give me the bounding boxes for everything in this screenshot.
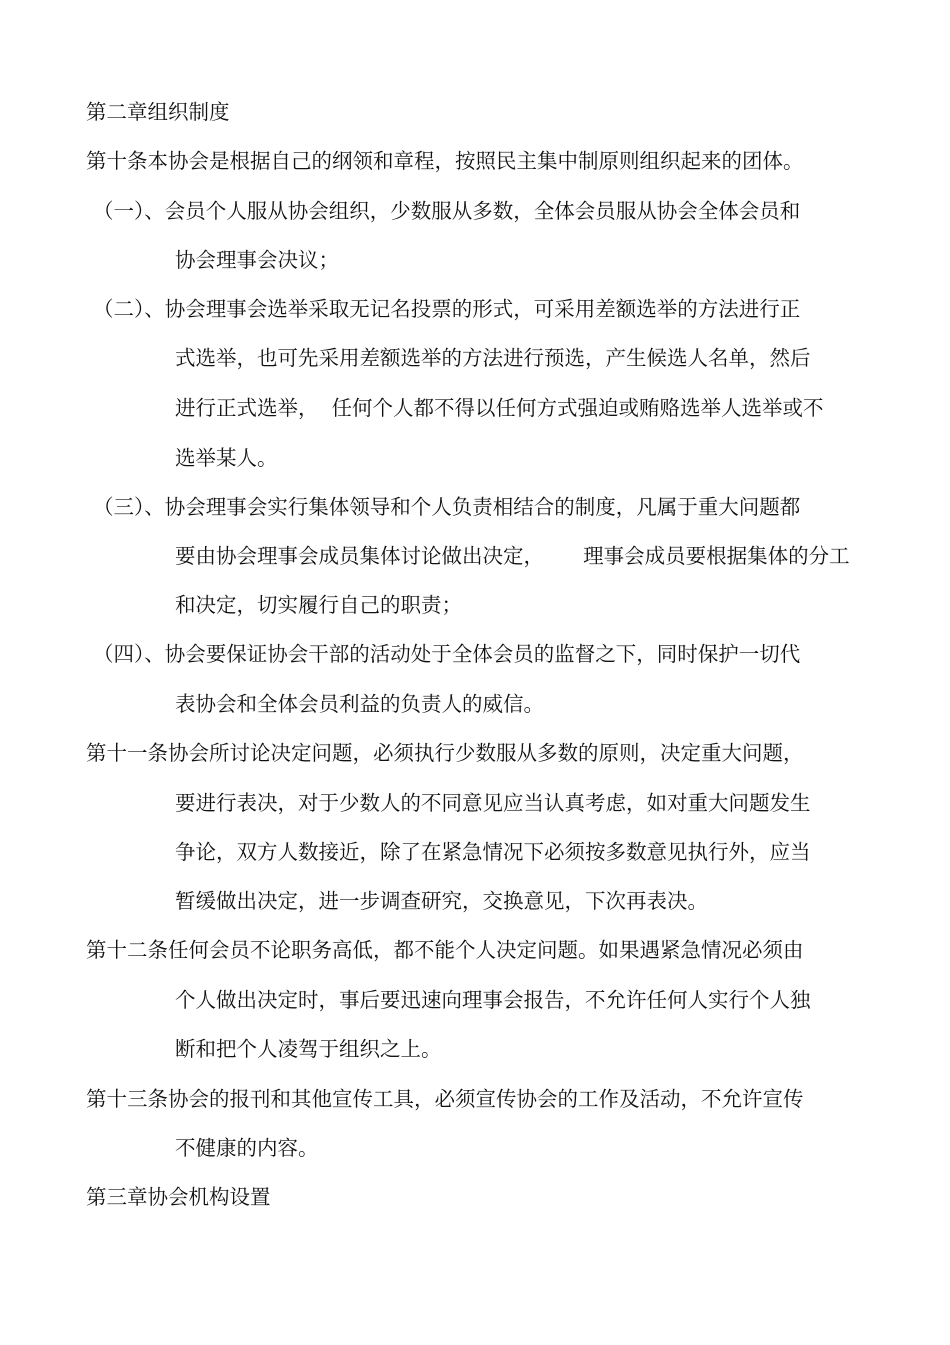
clause-3-line-2: 要由协会理事会成员集体讨论做出决定， 理事会成员要根据集体的分工 bbox=[175, 544, 850, 568]
clause-2-line-3: 进行正式选举， 任何个人都不得以任何方式强迫或贿赂选举人选举或不 bbox=[175, 396, 824, 420]
clause-3-line-3: 和决定，切实履行自己的职责； bbox=[175, 593, 462, 617]
article-11-line-2: 要进行表决，对于少数人的不同意见应当认真考虑，如对重大问题发生 bbox=[175, 791, 811, 815]
article-11-line-4: 暂缓做出决定，进一步调查研究，交换意见，下次再表决。 bbox=[175, 889, 708, 913]
article-12-line-1: 第十二条任何会员不论职务高低，都不能个人决定问题。如果遇紧急情况必须由 bbox=[86, 938, 804, 962]
clause-4-line-1: （四）、协会要保证协会干部的活动处于全体会员的监督之下，同时保护一切代 bbox=[93, 642, 801, 666]
clause-3-line-1: （三）、协会理事会实行集体领导和个人负责相结合的制度，凡属于重大问题都 bbox=[93, 495, 801, 519]
article-13-line-1: 第十三条协会的报刊和其他宣传工具，必须宣传协会的工作及活动，不允许宣传 bbox=[86, 1087, 804, 1111]
clause-2-line-1: （二）、协会理事会选举采取无记名投票的形式，可采用差额选举的方法进行正 bbox=[93, 297, 801, 321]
article-12-line-2: 个人做出决定时，事后要迅速向理事会报告，不允许任何人实行个人独 bbox=[175, 988, 811, 1012]
article-11-line-3: 争论，双方人数接近，除了在紧急情况下必须按多数意见执行外，应当 bbox=[175, 840, 811, 864]
article-12-line-3: 断和把个人凌驾于组织之上。 bbox=[175, 1037, 442, 1061]
clause-1-line-1: （一）、会员个人服从协会组织，少数服从多数，全体会员服从协会全体会员和 bbox=[93, 199, 801, 223]
article-10-text: 第十条本协会是根据自己的纲领和章程，按照民主集中制原则组织起来的团体。 bbox=[86, 149, 804, 173]
clause-2-line-4: 选举某人。 bbox=[175, 446, 278, 470]
clause-1-line-2: 协会理事会决议； bbox=[175, 248, 339, 272]
clause-4-line-2: 表协会和全体会员利益的负责人的威信。 bbox=[175, 692, 544, 716]
chapter-3-heading: 第三章协会机构设置 bbox=[86, 1185, 271, 1209]
article-13-line-2: 不健康的内容。 bbox=[175, 1136, 319, 1160]
chapter-heading: 第二章组织制度 bbox=[86, 100, 230, 124]
article-11-line-1: 第十一条协会所讨论决定问题，必须执行少数服从多数的原则，决定重大问题， bbox=[86, 741, 804, 765]
clause-2-line-2: 式选举，也可先采用差额选举的方法进行预选，产生候选人名单，然后 bbox=[175, 346, 811, 370]
